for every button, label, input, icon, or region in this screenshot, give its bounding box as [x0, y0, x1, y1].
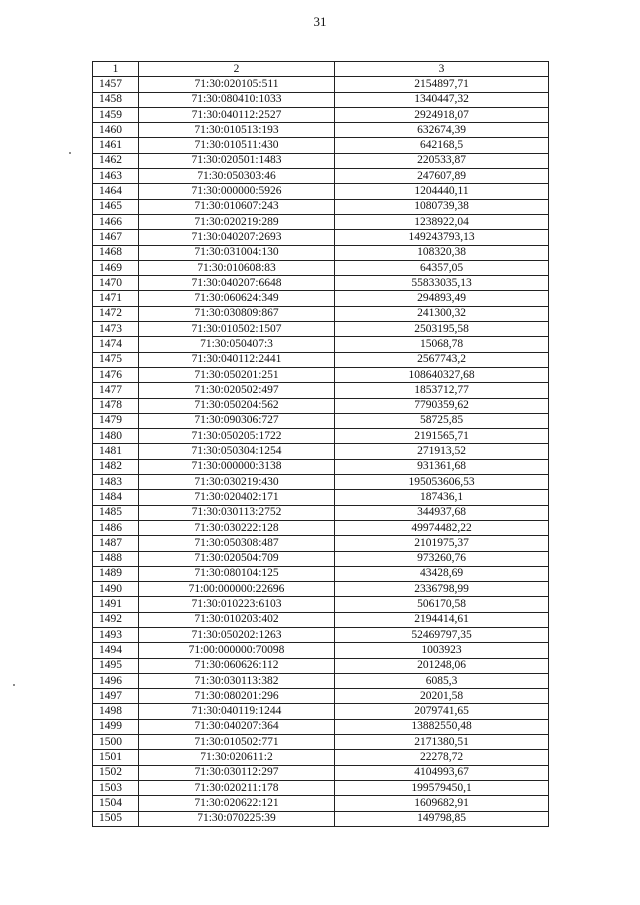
table-row — [93, 123, 549, 138]
table-row — [93, 658, 549, 673]
row-number-cell: 1467 — [93, 230, 139, 245]
cadastral-number-cell: 71:30:040119:1244 — [139, 704, 335, 719]
table-row — [93, 367, 549, 382]
cadastral-number-cell: 71:30:010608:83 — [139, 260, 335, 275]
cadastral-number-cell: 71:30:050304:1254 — [139, 444, 335, 459]
table-row — [93, 597, 549, 612]
value-cell: 49974482,22 — [335, 520, 549, 535]
table-row — [93, 520, 549, 535]
value-cell: 6085,3 — [335, 673, 549, 688]
cadastral-number-cell: 71:30:010502:1507 — [139, 322, 335, 337]
table-row — [93, 765, 549, 780]
table-row — [93, 245, 549, 260]
value-cell: 2503195,58 — [335, 322, 549, 337]
cadastral-number-cell: 71:30:040207:6648 — [139, 276, 335, 291]
value-cell: 1238922,04 — [335, 214, 549, 229]
value-cell: 642168,5 — [335, 138, 549, 153]
table-row — [93, 643, 549, 658]
row-number-cell: 1492 — [93, 612, 139, 627]
row-number-cell: 1503 — [93, 780, 139, 795]
cadastral-number-cell: 71:30:050308:487 — [139, 536, 335, 551]
table-row — [93, 750, 549, 765]
column-header-3: 3 — [335, 62, 549, 77]
value-cell: 506170,58 — [335, 597, 549, 612]
row-number-cell: 1490 — [93, 582, 139, 597]
value-cell: 201248,06 — [335, 658, 549, 673]
table-row — [93, 505, 549, 520]
cadastral-number-cell: 71:30:020501:1483 — [139, 153, 335, 168]
cadastral-number-cell: 71:30:040112:2441 — [139, 352, 335, 367]
table-row — [93, 153, 549, 168]
table-row — [93, 214, 549, 229]
table-row — [93, 276, 549, 291]
value-cell: 247607,89 — [335, 169, 549, 184]
row-number-cell: 1480 — [93, 429, 139, 444]
row-number-cell: 1500 — [93, 735, 139, 750]
value-cell: 13882550,48 — [335, 719, 549, 734]
value-cell: 973260,76 — [335, 551, 549, 566]
row-number-cell: 1504 — [93, 796, 139, 811]
table-row — [93, 475, 549, 490]
table-row — [93, 566, 549, 581]
table-row — [93, 138, 549, 153]
row-number-cell: 1502 — [93, 765, 139, 780]
cadastral-number-cell: 71:30:010513:193 — [139, 123, 335, 138]
row-number-cell: 1461 — [93, 138, 139, 153]
row-number-cell: 1482 — [93, 459, 139, 474]
scan-speck — [13, 684, 15, 686]
row-number-cell: 1488 — [93, 551, 139, 566]
value-cell: 15068,78 — [335, 337, 549, 352]
cadastral-number-cell: 71:30:010607:243 — [139, 199, 335, 214]
value-cell: 2191565,71 — [335, 429, 549, 444]
row-number-cell: 1464 — [93, 184, 139, 199]
cadastral-number-cell: 71:30:020611:2 — [139, 750, 335, 765]
cadastral-number-cell: 71:30:060626:112 — [139, 658, 335, 673]
table-row — [93, 77, 549, 92]
table-row — [93, 719, 549, 734]
table-row — [93, 383, 549, 398]
row-number-cell: 1499 — [93, 719, 139, 734]
value-cell: 20201,58 — [335, 689, 549, 704]
cadastral-number-cell: 71:30:010502:771 — [139, 735, 335, 750]
row-number-cell: 1505 — [93, 811, 139, 826]
table-body — [93, 77, 549, 827]
column-header-1: 1 — [93, 62, 139, 77]
table-row — [93, 536, 549, 551]
page-number: 31 — [313, 14, 327, 29]
value-cell: 7790359,62 — [335, 398, 549, 413]
cadastral-number-cell: 71:30:010203:402 — [139, 612, 335, 627]
table-row — [93, 582, 549, 597]
cadastral-number-cell: 71:30:030219:430 — [139, 475, 335, 490]
row-number-cell: 1481 — [93, 444, 139, 459]
cadastral-number-cell: 71:30:090306:727 — [139, 413, 335, 428]
value-cell: 2567743,2 — [335, 352, 549, 367]
table-row — [93, 337, 549, 352]
table-row — [93, 199, 549, 214]
table-row — [93, 413, 549, 428]
cadastral-number-cell: 71:30:030113:382 — [139, 673, 335, 688]
value-cell: 1853712,77 — [335, 383, 549, 398]
value-cell: 4104993,67 — [335, 765, 549, 780]
cadastral-number-cell: 71:30:010223:6103 — [139, 597, 335, 612]
row-number-cell: 1483 — [93, 475, 139, 490]
cadastral-number-cell: 71:30:020622:121 — [139, 796, 335, 811]
value-cell: 2336798,99 — [335, 582, 549, 597]
cadastral-number-cell: 71:30:020504:709 — [139, 551, 335, 566]
cadastral-number-cell: 71:30:031004:130 — [139, 245, 335, 260]
table-row — [93, 444, 549, 459]
table-row — [93, 92, 549, 107]
cadastral-number-cell: 71:30:020502:497 — [139, 383, 335, 398]
table-row — [93, 780, 549, 795]
value-cell: 187436,1 — [335, 490, 549, 505]
row-number-cell: 1493 — [93, 627, 139, 642]
value-cell: 149243793,13 — [335, 230, 549, 245]
value-cell: 149798,85 — [335, 811, 549, 826]
cadastral-number-cell: 71:30:080104:125 — [139, 566, 335, 581]
value-cell: 2101975,37 — [335, 536, 549, 551]
value-cell: 1204440,11 — [335, 184, 549, 199]
row-number-cell: 1470 — [93, 276, 139, 291]
value-cell: 1609682,91 — [335, 796, 549, 811]
value-cell: 64357,05 — [335, 260, 549, 275]
value-cell: 2924918,07 — [335, 107, 549, 122]
cadastral-number-cell: 71:30:030222:128 — [139, 520, 335, 535]
value-cell: 1003923 — [335, 643, 549, 658]
cadastral-number-cell: 71:30:050407:3 — [139, 337, 335, 352]
table-row — [93, 169, 549, 184]
cadastral-number-cell: 71:30:040207:364 — [139, 719, 335, 734]
table-row — [93, 107, 549, 122]
table-row — [93, 230, 549, 245]
row-number-cell: 1471 — [93, 291, 139, 306]
row-number-cell: 1469 — [93, 260, 139, 275]
value-cell: 294893,49 — [335, 291, 549, 306]
cadastral-number-cell: 71:30:050303:46 — [139, 169, 335, 184]
row-number-cell: 1472 — [93, 306, 139, 321]
row-number-cell: 1475 — [93, 352, 139, 367]
row-number-cell: 1496 — [93, 673, 139, 688]
table-row — [93, 429, 549, 444]
table-row — [93, 627, 549, 642]
cadastral-number-cell: 71:30:050201:251 — [139, 367, 335, 382]
row-number-cell: 1474 — [93, 337, 139, 352]
value-cell: 2079741,65 — [335, 704, 549, 719]
value-cell: 2171380,51 — [335, 735, 549, 750]
value-cell: 2154897,71 — [335, 77, 549, 92]
row-number-cell: 1484 — [93, 490, 139, 505]
table-row — [93, 398, 549, 413]
row-number-cell: 1460 — [93, 123, 139, 138]
table-row — [93, 490, 549, 505]
table-row — [93, 322, 549, 337]
table-row — [93, 673, 549, 688]
value-cell: 1080739,38 — [335, 199, 549, 214]
cadastral-number-cell: 71:30:020402:171 — [139, 490, 335, 505]
value-cell: 55833035,13 — [335, 276, 549, 291]
cadastral-number-cell: 71:30:020105:511 — [139, 77, 335, 92]
cadastral-number-cell: 71:30:080201:296 — [139, 689, 335, 704]
table-row — [93, 811, 549, 826]
value-cell: 52469797,35 — [335, 627, 549, 642]
table-row — [93, 704, 549, 719]
value-cell: 108320,38 — [335, 245, 549, 260]
cadastral-number-cell: 71:30:000000:3138 — [139, 459, 335, 474]
value-cell: 195053606,53 — [335, 475, 549, 490]
row-number-cell: 1486 — [93, 520, 139, 535]
cadastral-number-cell: 71:30:000000:5926 — [139, 184, 335, 199]
row-number-cell: 1477 — [93, 383, 139, 398]
row-number-cell: 1458 — [93, 92, 139, 107]
row-number-cell: 1473 — [93, 322, 139, 337]
row-number-cell: 1463 — [93, 169, 139, 184]
row-number-cell: 1479 — [93, 413, 139, 428]
table-row — [93, 352, 549, 367]
table-row — [93, 260, 549, 275]
row-number-cell: 1498 — [93, 704, 139, 719]
value-cell: 199579450,1 — [335, 780, 549, 795]
cadastral-number-cell: 71:30:050202:1263 — [139, 627, 335, 642]
cadastral-number-cell: 71:30:030113:2752 — [139, 505, 335, 520]
table-row — [93, 306, 549, 321]
row-number-cell: 1485 — [93, 505, 139, 520]
row-number-cell: 1495 — [93, 658, 139, 673]
row-number-cell: 1497 — [93, 689, 139, 704]
table-row — [93, 796, 549, 811]
table-row — [93, 291, 549, 306]
value-cell: 344937,68 — [335, 505, 549, 520]
row-number-cell: 1466 — [93, 214, 139, 229]
cadastral-number-cell: 71:30:060624:349 — [139, 291, 335, 306]
column-header-2: 2 — [139, 62, 335, 77]
cadastral-number-cell: 71:30:080410:1033 — [139, 92, 335, 107]
table-row — [93, 551, 549, 566]
cadastral-number-cell: 71:30:010511:430 — [139, 138, 335, 153]
row-number-cell: 1487 — [93, 536, 139, 551]
table-header-row — [93, 62, 549, 77]
value-cell: 632674,39 — [335, 123, 549, 138]
row-number-cell: 1478 — [93, 398, 139, 413]
row-number-cell: 1489 — [93, 566, 139, 581]
cadastral-number-cell: 71:00:000000:22696 — [139, 582, 335, 597]
table-row — [93, 184, 549, 199]
row-number-cell: 1476 — [93, 367, 139, 382]
table-row — [93, 735, 549, 750]
cadastral-number-cell: 71:30:020211:178 — [139, 780, 335, 795]
row-number-cell: 1462 — [93, 153, 139, 168]
row-number-cell: 1501 — [93, 750, 139, 765]
value-cell: 271913,52 — [335, 444, 549, 459]
value-cell: 1340447,32 — [335, 92, 549, 107]
cadastral-number-cell: 71:30:050205:1722 — [139, 429, 335, 444]
cadastral-number-cell: 71:30:020219:289 — [139, 214, 335, 229]
row-number-cell: 1494 — [93, 643, 139, 658]
value-cell: 241300,32 — [335, 306, 549, 321]
value-cell: 22278,72 — [335, 750, 549, 765]
row-number-cell: 1468 — [93, 245, 139, 260]
row-number-cell: 1459 — [93, 107, 139, 122]
value-cell: 2194414,61 — [335, 612, 549, 627]
cadastral-number-cell: 71:30:030112:297 — [139, 765, 335, 780]
cadastral-number-cell: 71:30:070225:39 — [139, 811, 335, 826]
value-cell: 108640327,68 — [335, 367, 549, 382]
cadastral-number-cell: 71:30:050204:562 — [139, 398, 335, 413]
scan-speck — [69, 152, 71, 154]
cadastral-number-cell: 71:00:000000:70098 — [139, 643, 335, 658]
table-row — [93, 612, 549, 627]
row-number-cell: 1465 — [93, 199, 139, 214]
value-cell: 931361,68 — [335, 459, 549, 474]
value-cell: 58725,85 — [335, 413, 549, 428]
table-row — [93, 459, 549, 474]
table-row — [93, 689, 549, 704]
row-number-cell: 1457 — [93, 77, 139, 92]
value-cell: 43428,69 — [335, 566, 549, 581]
row-number-cell: 1491 — [93, 597, 139, 612]
value-cell: 220533,87 — [335, 153, 549, 168]
cadastral-number-cell: 71:30:030809:867 — [139, 306, 335, 321]
cadastral-number-cell: 71:30:040207:2693 — [139, 230, 335, 245]
cadastral-number-cell: 71:30:040112:2527 — [139, 107, 335, 122]
data-table — [92, 61, 549, 827]
